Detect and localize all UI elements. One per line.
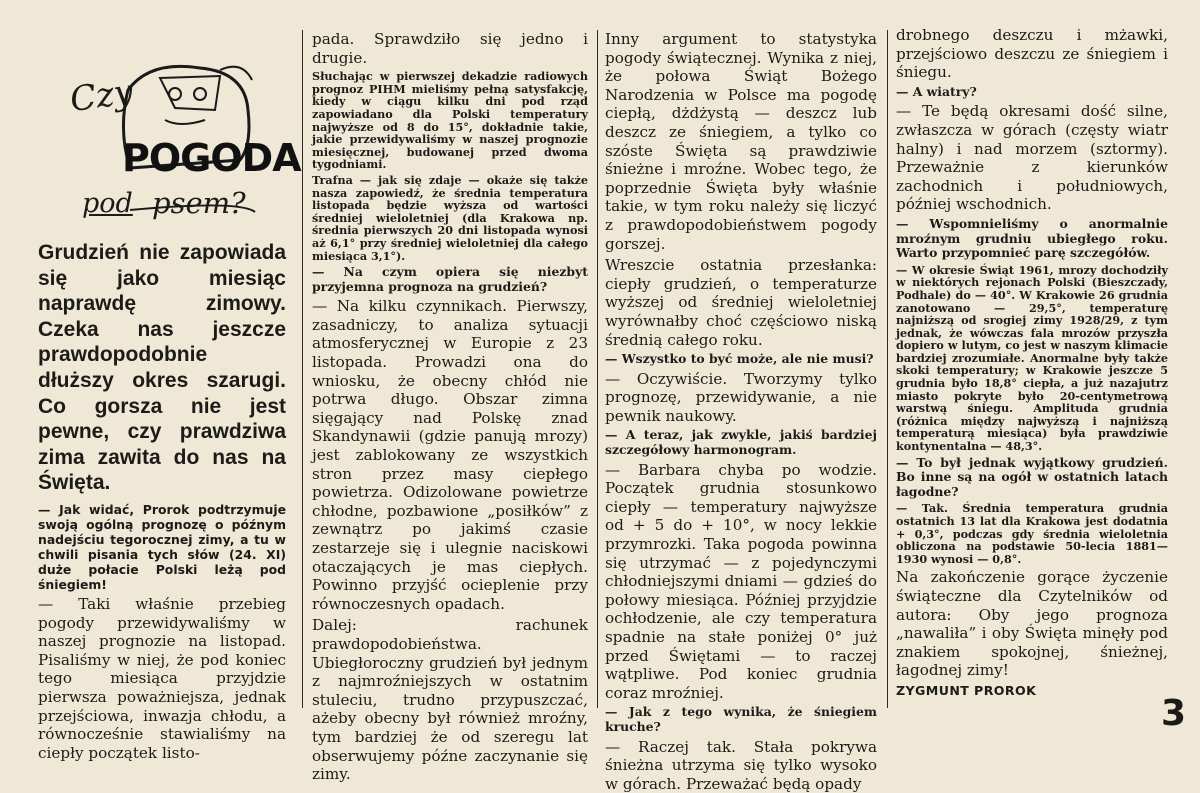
col4-question: — A wiatry? <box>896 83 977 99</box>
column-divider <box>597 30 598 708</box>
logo-pod: pod <box>82 188 133 219</box>
article-logo <box>67 50 301 230</box>
column-3 <box>605 30 877 793</box>
article-intro: — Jak widać, Prorok podtrzymuje swoją ogólną prognozę o późnym nadejściu tegorocznej zimy, a tu w chwili pisania tych słów (24. XI) duże połacie Polski leżą pod śniegiem! <box>38 501 286 592</box>
col3-question: — Wszystko to być może, ale nie musi? <box>605 351 874 367</box>
column-divider <box>887 30 888 708</box>
col3-question: — A teraz, jak zwykle, jakiś bardziej szczegółowy harmonogram. <box>605 427 877 458</box>
col3-question: — Jak z tego wynika, że śniegiem kruche? <box>605 704 877 734</box>
col2-paragraph: Dalej: rachunek prawdopodobieństwa. Ubiegłoroczny grudzień był jednym z najmroźniejszych w ostatnim stuleciu, trudno przypuszczać, ażeby obecny był również mroźny, tym bardziej że od szeregu lat obserwujemy późne zaczynanie się zimy. <box>312 616 588 784</box>
col1-paragraph: — Taki właśnie przebieg pogody przewidywaliśmy w naszej prognozie na listopad. Pisaliśmy w niej, że pod koniec tego miesiąca przyjdzie pierwsza poważniejsza, jednak przejściowa, inwazja chłodu, a równocześnie stawialiśmy na ciepły początek listo- <box>38 594 286 762</box>
col3-paragraph: Wreszcie ostatnia przesłanka: ciepły grudzień, o temperaturze wyższej od średniej wieloletniej wyrównałby choć częściowo niską średnią całego roku. <box>605 256 877 349</box>
col4-paragraph: drobnego deszczu i mżawki, przejściowo deszczu ze śniegiem i śniegu. <box>896 26 1168 82</box>
logo-psem: psem? <box>152 186 246 220</box>
author-signature: ZYGMUNT PROROK <box>896 682 1037 698</box>
col2-paragraph: Słuchając w pierwszej dekadzie radiowych prognoz PIHM mieliśmy pełną satysfakcję, kiedy w ciągu kilku dni pod rząd zapowiadano dla Polski temperatury najwyższe od 8 do 15°, dokładnie takie, jakie przewidywaliśmy w naszej prognozie miesięcznej, budowanej przed dwoma tygodniami. <box>312 69 588 172</box>
col2-paragraph: pada. Sprawdziło się jedno i drugie. <box>312 30 588 67</box>
col3-paragraph: — Barbara chyba po wodzie. Początek grudnia stosunkowo ciepły — temperatury najwyższe od + 5 do + 10°, w nocy lekkie przymrozki. Taka pogoda powinna się utrzymać — z pojedynczymi chłodniejszymi dniami — gdzieś do połowy miesiąca. Później przyjdzie ochłodzenie, ale czy temperatura spadnie na stałe poniżej 0° już przed Świętami — to raczej wątpliwe. Pod koniec grudnia coraz mroźniej. <box>605 460 877 702</box>
col3-paragraph: — Oczywiście. Tworzymy tylko prognozę, przewidywanie, a nie pewnik naukowy. <box>605 369 877 425</box>
col4-paragraph: — W okresie Świąt 1961, mrozy dochodziły w niektórych rejonach Polski (Bieszczady, Podhale) do — 40°. W Krakowie 26 grudnia zanotowano — 29,5°, temperaturę najniższą od srogiej zimy 1928/29, z tym jednak, że wówczas fala mrozów przyszła dopiero w lutym, co jest w naszym klimacie bardziej zrozumiałe. Anormalne były także skoki temperatury; w Krakowie jeszcze 5 grudnia było 18,8° ciepła, a już nazajutrz miasto pokryte było 20-centymetrową warstwą śniegu. Amplituda grudnia (różnica między najwyższą i najniższą temperaturą miesiąca) była prawdziwie kontynentalna — 48,3°. <box>896 262 1168 454</box>
column-divider <box>302 30 303 708</box>
col3-paragraph: Inny argument to statystyka pogody świątecznej. Wynika z niej, że połowa Świąt Bożego Narodzenia w Polsce ma pogodę ciepłą, dżdżystą — deszcz lub deszcz ze śniegiem, a tylko co szóste Święta są prawdziwie śnieżne i mroźne. Wobec tego, że poprzednie Święta były właśnie takie, w tym roku należy się liczyć z prawdopodobieństwem pogody gorszej. <box>605 30 877 253</box>
article-lead: Grudzień nie zapowiada się jako miesiąc naprawdę zimowy. Czeka nas jeszcze prawdopodobnie dłuższy okres szarugi. Co gorsza nie jest pewne, czy prawdziwa zima zawita do nas na Święta. <box>38 241 286 495</box>
col4-paragraph: — Te będą okresami dość silne, zwłaszcza w górach (częsty wiatr halny) i nad morzem (sztormy). Przeważnie z kierunków zachodnich i południowych, później wschodnich. <box>896 102 1168 214</box>
column-1 <box>38 240 286 762</box>
col2-paragraph: Trafna — jak się zdaje — okaże się także nasza zapowiedź, że średnia temperatura listopada będzie wyższa od wartości średniej wieloletniej (dla Krakowa np. średnia pierwszych 20 dni listopada wynosi aż 6,1° przy średniej wieloletniej dla całego miesiąca 3,1°). <box>312 172 588 263</box>
page-number: 3 <box>1160 693 1186 734</box>
col3-paragraph: — Raczej tak. Stała pokrywa śnieżna utrzyma się tylko wysoko w górach. Przeważać będą opady <box>605 737 877 793</box>
column-2 <box>312 30 588 784</box>
col2-paragraph: — Na kilku czynnikach. Pierwszy, zasadniczy, to analiza sytuacji atmosferycznej w Europie z 23 listopada. Prowadzi ona do wniosku, że obecny chłód nie potrwa długo. Obszar zimna sięgający nad Polskę znad Skandynawii (gdzie panują mrozy) jest zablokowany ze wszystkich stron przez masy ciepłego powietrza. Odizolowane powietrze chłodne, pozbawione „posiłków” z zewnątrz po jakimś czasie zestarzeje się i ulegnie naciskowi otaczających je mas ciepłych. Powinno przyjść ocieplenie przy równoczesnych opadach. <box>312 297 588 613</box>
logo-czy: Czy <box>67 71 136 121</box>
col4-question: — Wspomnieliśmy o anormalnie mroźnym grudniu ubiegłego roku. Warto przypomnieć parę szczegółów. <box>896 215 1168 261</box>
col2-question: — Na czym opiera się niezbyt przyjemna prognoza na grudzień? <box>312 264 588 294</box>
column-4 <box>896 26 1168 720</box>
logo-pogoda: POGODA <box>122 136 301 180</box>
col4-question: — To był jednak wyjątkowy grudzień. Bo inne są na ogół w ostatnich latach łagodne? <box>896 454 1168 499</box>
col4-paragraph: — Tak. Średnia temperatura grudnia ostatnich 13 lat dla Krakowa jest dodatnia + 0,3°, podczas gdy średnia wieloletnia obliczona na podstawie 50-lecia 1881—1930 wynosi — 0,8°. <box>896 501 1168 566</box>
col4-paragraph: Na zakończenie gorące życzenie świąteczne dla Czytelników od autora: Oby jego prognoza „nawaliła” i oby Święta minęły pod znakiem spokojnej, śnieżnej, łagodnej zimy! <box>896 568 1168 680</box>
